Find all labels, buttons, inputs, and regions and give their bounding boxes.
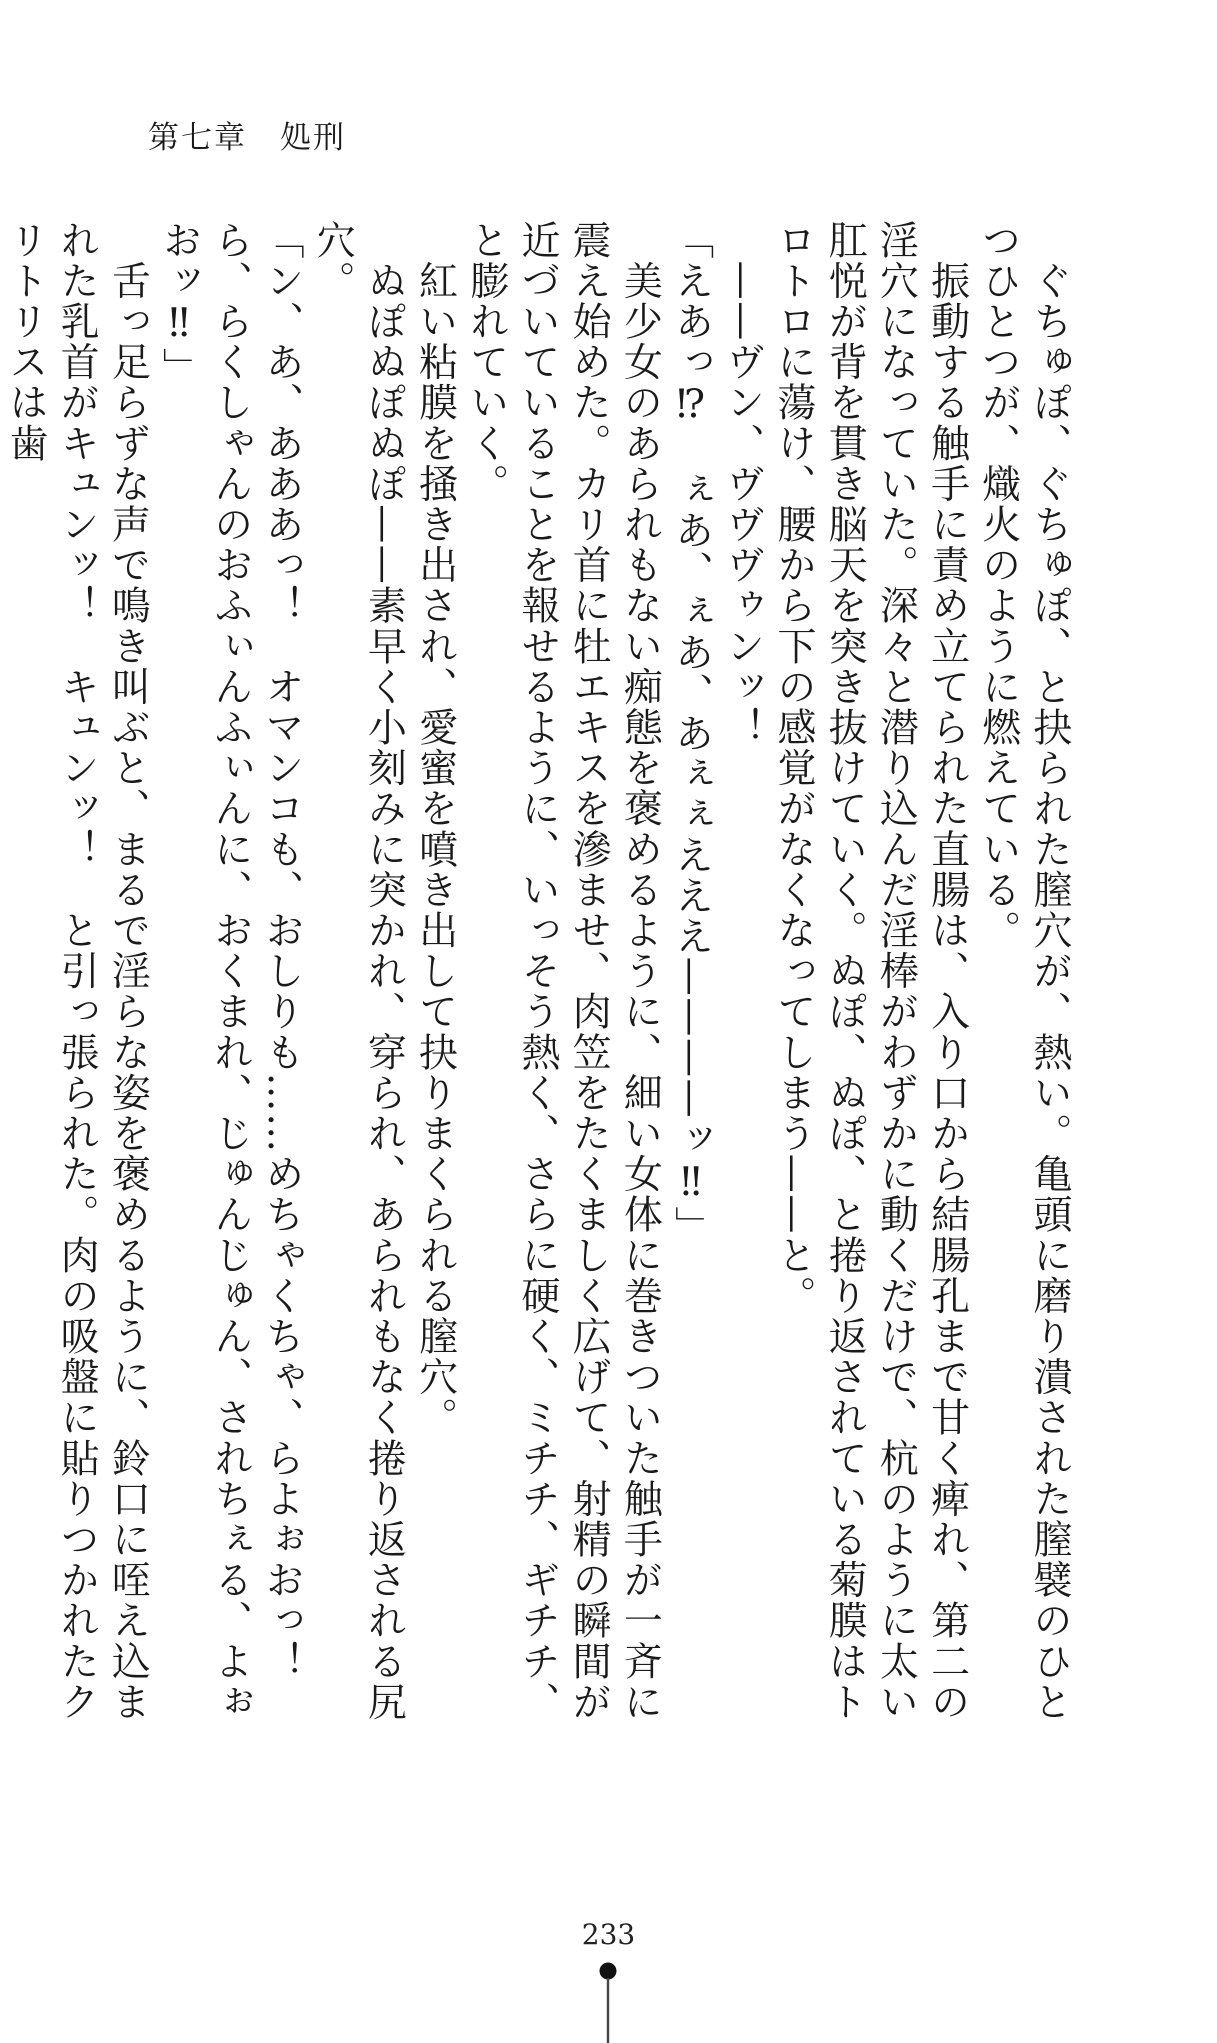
paragraph: 紅い粘膜を掻き出され、愛蜜を噴き出して抉りまくられる膣穴。 (412, 220, 458, 1438)
paragraph: 美少女のあられもない痴態を褒めるように、細い女体に巻きついた触手が一斉に震え始めた。カリ首に牡エキスを滲ませ、肉笠をたくましく広げて、射精の瞬間が近づいていることを報せるように、いっそう熱く、さらに硬く、ミチチ、ギチチ、と膨れていく。 (463, 220, 663, 1723)
paragraph: 「ン、あ、あああっ！ オマンコも、おしりも……めちゃくちゃ、らよぉおっ！ ら、らくしゃんのおふぃんふぃんに、おくまれ、じゅんじゅん、されちぇる、よぉおッ‼」 (156, 220, 304, 1723)
page-number: 233 (581, 1918, 636, 1951)
paragraph: ——ヴン、ヴヴヴゥンッ！ (719, 220, 765, 748)
ornament-dot-icon (600, 1963, 617, 1980)
paragraph: 舌っ足らずな声で鳴き叫ぶと、まるで淫らな姿を褒めるように、鈴口に咥え込まれた乳首がキュンッ！ キュンッ！ と引っ張られた。肉の吸盤に貼りつかれたクリトリスは歯 (2, 220, 151, 1723)
paragraph: ぐちゅぽ、ぐちゅぽ、と抉られた膣穴が、熱い。亀頭に磨り潰された膣襞のひとつひとつが、熾火のように燃えている。 (975, 220, 1072, 1723)
running-head-chapter-title: 第七章 処刑 (148, 120, 346, 156)
paragraph: 「えあっ⁉ ぇあ、ぇあ、あぇぇえええ————ッ‼」 (668, 220, 714, 1247)
paragraph: 振動する触手に責め立てられた直腸は、入り口から結腸孔まで甘く痺れ、第二の淫穴になっていた。深々と潜り込んだ淫棒がわずかに動くだけで、杭のように太い肛悦が背を貫き脳天を突き抜けていく。ぬぽ、ぬぽ、と捲り返されている菊膜はトロトロに蕩け、腰から下の感覚がなくなってしまう——と。 (770, 220, 970, 1723)
paragraph: ぬぽぬぽぬぽ——素早く小刻みに突かれ、穿られ、あられもなく捲り返される尻穴。 (310, 220, 407, 1723)
